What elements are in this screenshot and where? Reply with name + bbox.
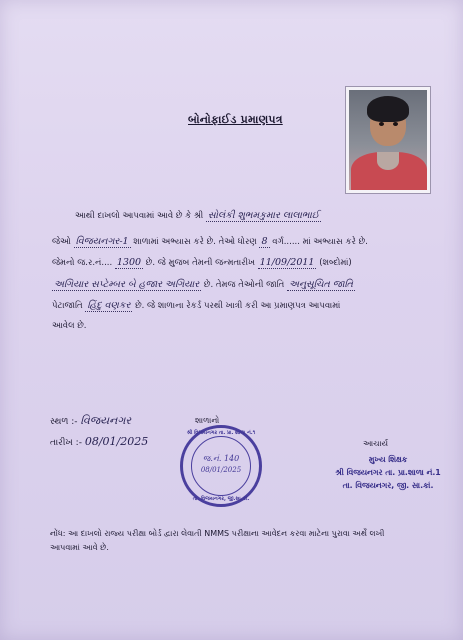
line2-prefix: જેઓ xyxy=(52,237,71,247)
seal-bottom-text: તા. વિજયનગર, જી.સા.કાં. xyxy=(192,496,250,502)
birth-date: 11/09/2011 xyxy=(259,257,315,268)
line-1 xyxy=(75,210,321,221)
date-row xyxy=(50,435,148,448)
line4-mid: છે. તેમજ તેઓની જાતિ xyxy=(203,280,285,290)
line3-suffix: (શબ્દોમાં) xyxy=(319,258,352,268)
school-seal xyxy=(180,425,262,507)
line1-prefix: આથી દાખલો આપવામાં આવે છે કે શ્રી xyxy=(75,211,204,221)
seal-outer-text: શ્રી વિજયનગર તા. પ્રા. શાળા નં.૧ xyxy=(186,430,256,436)
line6-text: આવેલ છે. xyxy=(52,321,87,331)
date-label: તારીખ :- xyxy=(50,438,82,448)
caste-value: અનુસૂચિત જાતિ xyxy=(288,279,353,290)
student-photo xyxy=(345,86,431,194)
line5-prefix: પેટાજાતિ xyxy=(52,301,83,311)
line3-mid: છે. જે મુજબ તેમની જન્મતારીખ xyxy=(145,258,256,268)
stamp-line-2: શ્રી વિજયનગર તા. પ્રા.શાળા નં.1 xyxy=(335,468,441,477)
line-5 xyxy=(52,300,340,311)
standard-value: 8 xyxy=(261,236,268,247)
line2-mid: શાળામાં અભ્યાસ કરે છે. તેઓ ધોરણ xyxy=(133,237,257,247)
student-name: સોલંકી શુભમકુમાર લાલાભાઈ xyxy=(207,210,320,221)
seal-number-row xyxy=(183,454,259,464)
seal-number: 140 xyxy=(223,454,240,463)
line-4 xyxy=(52,279,355,290)
certificate-title: બોનોફાઈડ પ્રમાણપત્ર xyxy=(188,113,283,126)
line5-suffix: છે. જે શાળાના રેકર્ડ પરથી ખાત્રી કરી આ પ્રમાણપત્ર આપવામાં xyxy=(135,301,341,311)
place-label: સ્થળ :- xyxy=(50,417,78,427)
subcaste-value: હિંદુ વણકર xyxy=(87,300,131,311)
register-number: 1300 xyxy=(116,257,142,268)
seal-date: 08/01/2025 xyxy=(200,466,242,474)
line2-suffix: વર્ગ...... માં અભ્યાસ કરે છે. xyxy=(272,237,368,247)
place-row xyxy=(50,414,131,428)
stamp-line-3: તા. વિજયનગર, જી. સા.કાં. xyxy=(342,481,434,490)
school-name: વિજયનગર-1 xyxy=(75,236,129,247)
birth-date-words: અગિયાર સપ્ટેમ્બર બે હજાર અગિયાર xyxy=(54,279,200,290)
place-value: વિજયનગર xyxy=(80,414,132,427)
principal-label: આચાર્ય xyxy=(363,439,389,448)
stamp-line-1: મુખ્ય શિક્ષક xyxy=(368,455,408,464)
school-seal-label: શાળાનો xyxy=(195,416,220,425)
line-2 xyxy=(52,236,368,247)
date-value: 08/01/2025 xyxy=(84,435,149,448)
principal-stamp xyxy=(322,453,454,492)
line-3 xyxy=(52,257,352,268)
line-6 xyxy=(52,321,87,331)
note-text: નોંધ: આ દાખલો રાજ્ય પરીક્ષા બોર્ડ દ્વારા લેવાતી NMMS પરીક્ષાના આવેદન કરવા માટેના પુરાવા અર્થે લખી આપવામાં આવે છે. xyxy=(50,529,385,552)
line3-prefix: જેમનો જ.ર.નં.... xyxy=(52,258,113,268)
seal-number-label: જ.નં. xyxy=(202,454,222,463)
